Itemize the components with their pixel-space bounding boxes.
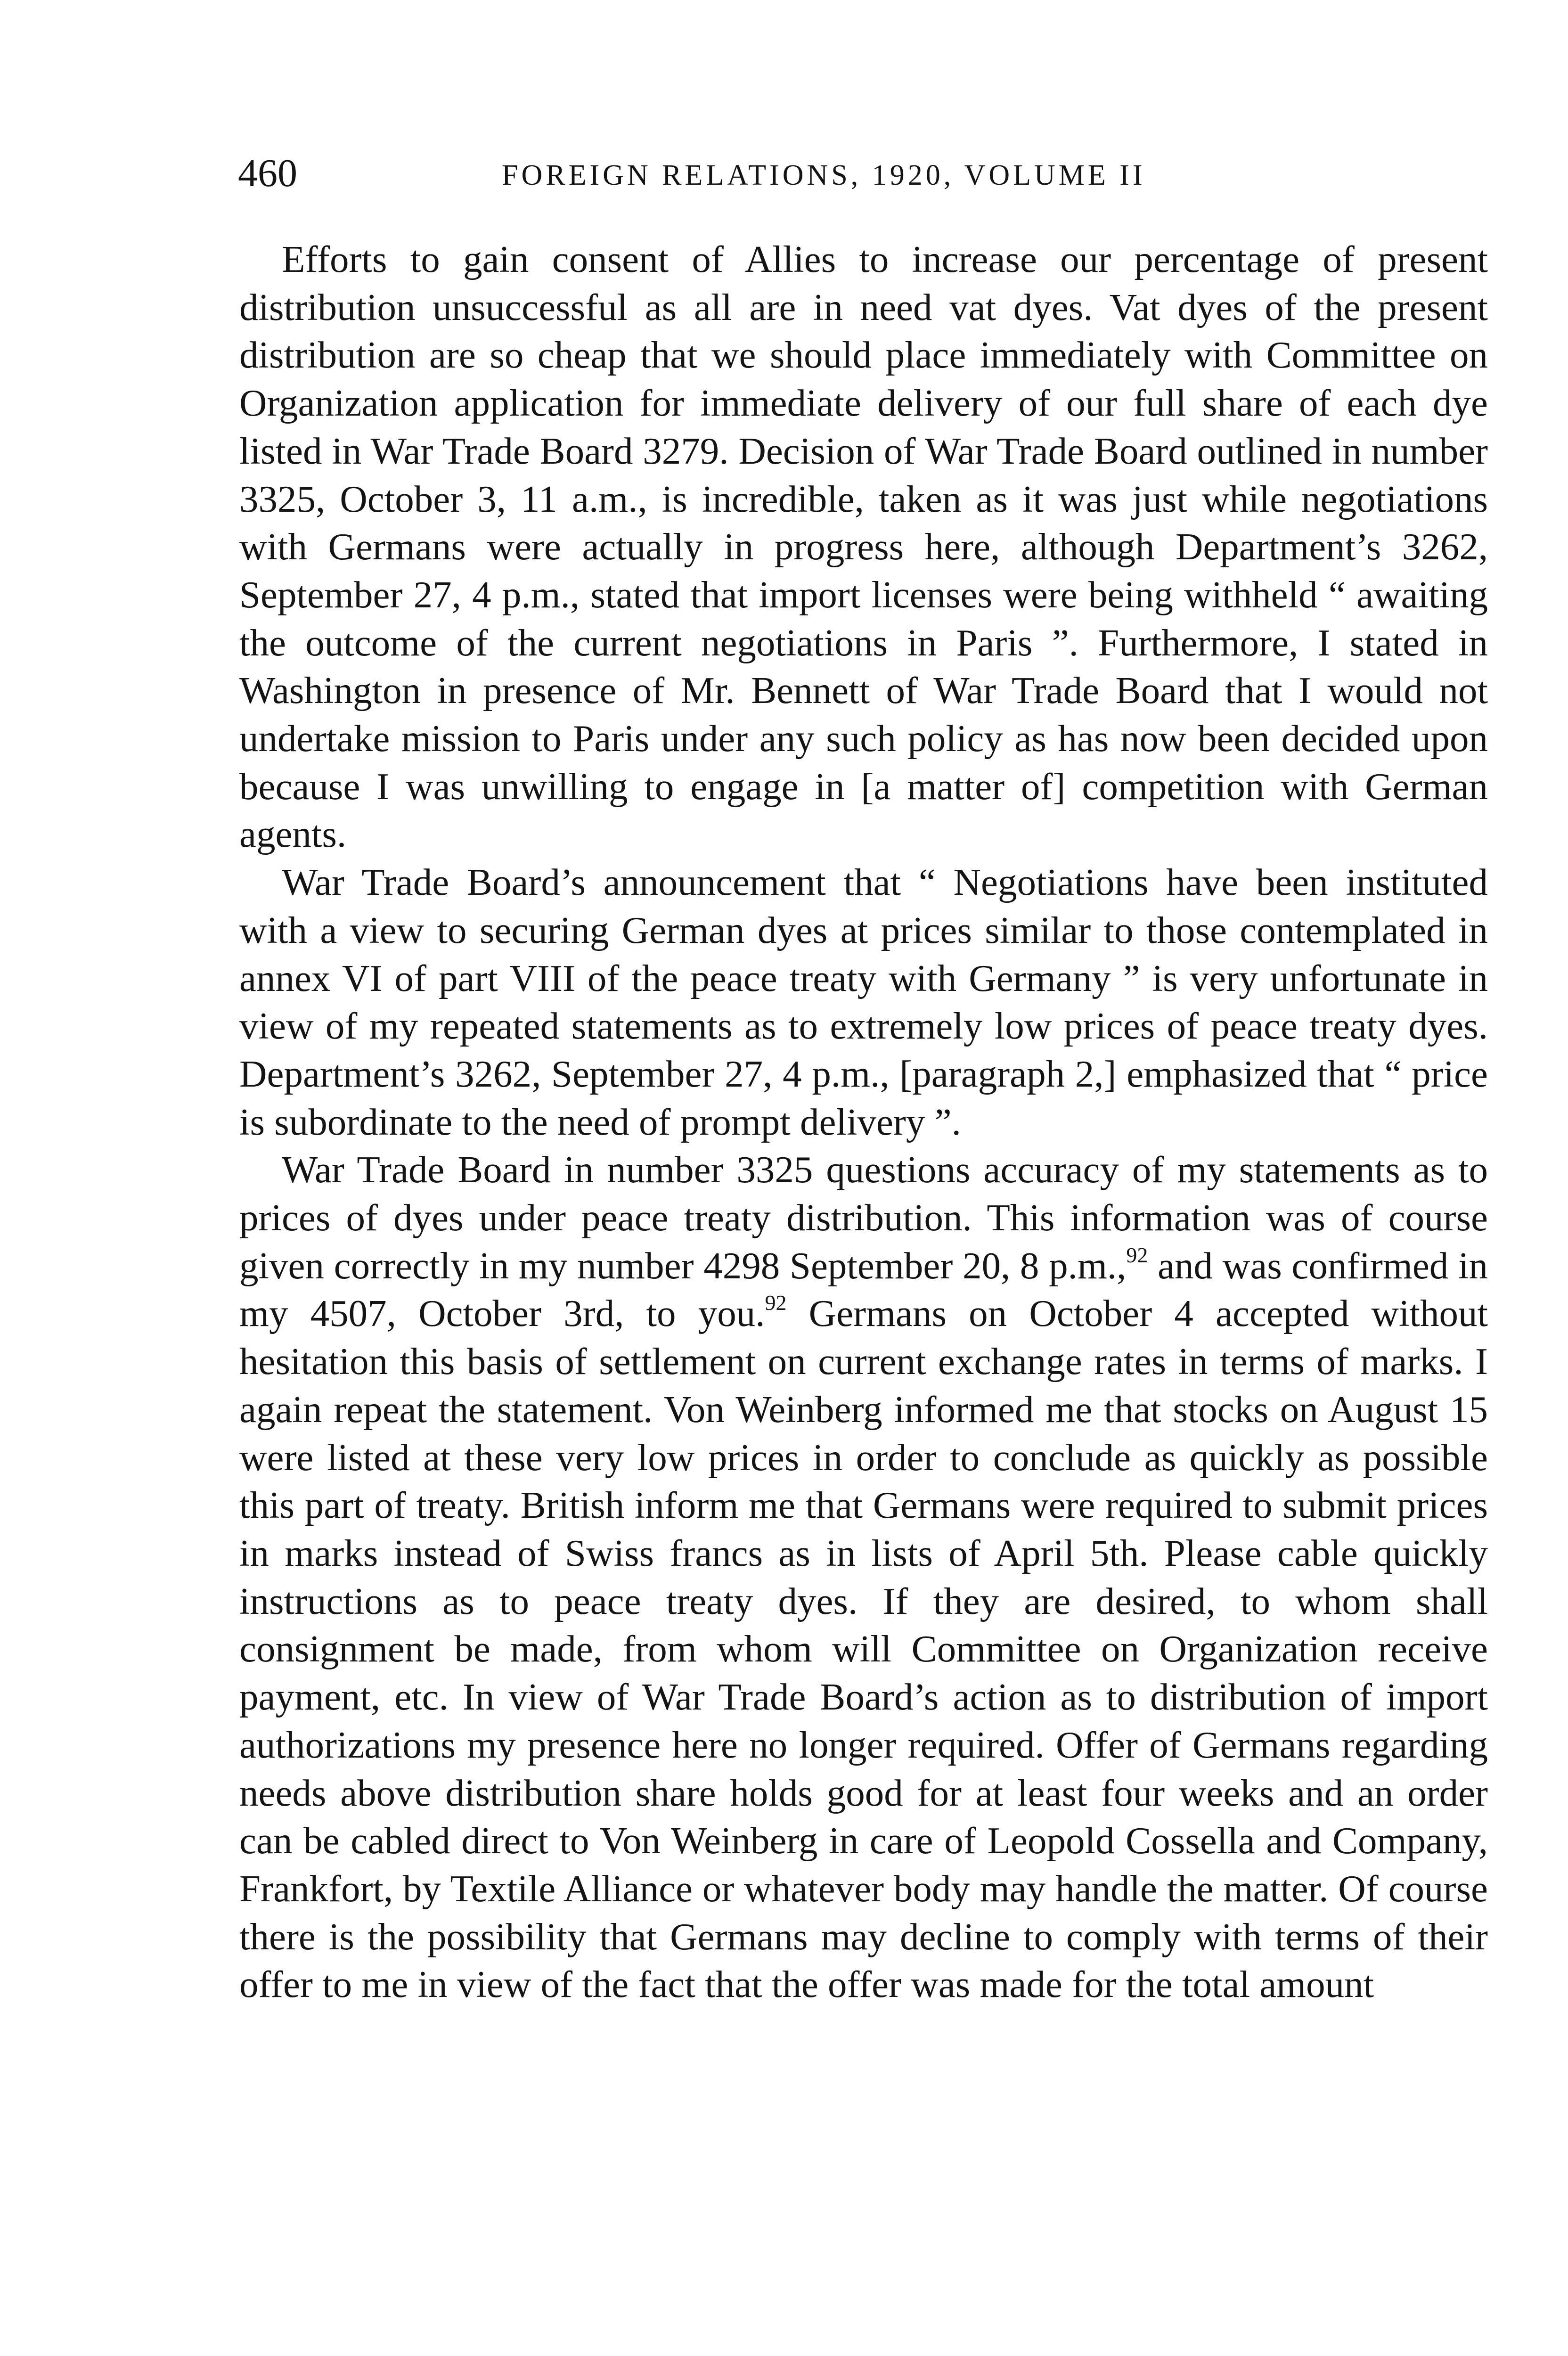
running-head xyxy=(238,150,1496,211)
page-number: 460 xyxy=(238,151,297,195)
body-text xyxy=(239,236,1488,2356)
footnote-reference: 92 xyxy=(1126,1243,1148,1267)
running-title: FOREIGN RELATIONS, 1920, VOLUME II xyxy=(502,159,1146,191)
paragraph-3-part-1: War Trade Board in number 3325 questions accuracy of my statements as to prices of dyes under peace treaty distribution. This information was of course given correctly in my number 4298 September 20, 8 p.m., xyxy=(239,1148,1488,1287)
paragraph-3-part-3: Germans on October 4 accepted without hesitation this basis of settlement on current exchange rates in terms of marks. I again repeat the statement. Von Weinberg informed me that stocks on August 15 were listed at these very low prices in order to conclude as quickly as possible this part of treaty. British inform me that Germans were required to submit prices in marks instead of Swiss francs as in lists of April 5th. Please cable quickly instructions as to peace treaty dyes. If they are desired, to whom shall consignment be made, from whom will Committee on Organization receive payment, etc. In view of War Trade Board’s action as to distribution of import authorizations my presence here no longer required. Offer of Germans regarding needs above distribution share holds good for at least four weeks and an order can be cabled direct to Von Weinberg in care of Leopold Cossella and Company, Frankfort, by Textile Alliance or whatever body may handle the matter. Of course there is the possibility that Germans may decline to comply with terms of their offer to me in view of the fact that the offer was made for the total amount xyxy=(239,1292,1488,2006)
paragraph-1: Efforts to gain consent of Allies to increase our percentage of present distribution unsuccessful as all are in need vat dyes. Vat dyes of the present distribution are so cheap that we should place immediately with Committee on Organization application for immediate delivery of our full share of each dye listed in War Trade Board 3279. Decision of War Trade Board outlined in number 3325, October 3, 11 a.m., is incredible, taken as it was just while negotiations with Germans were actually in progress here, although Department’s 3262, September 27, 4 p.m., stated that import licenses were being withheld “ awaiting the outcome of the current negotiations in Paris ”. Furthermore, I stated in Washington in presence of Mr. Bennett of War Trade Board that I would not undertake mission to Paris under any such policy as has now been decided upon because I was unwilling to engage in [a matter of] competition with German agents. xyxy=(239,238,1488,856)
paragraph-2: War Trade Board’s announcement that “ Negotiations have been instituted with a view to securing German dyes at prices similar to those contemplated in annex VI of part VIII of the peace treaty with Germany ” is very unfortunate in view of my repeated statements as to extremely low prices of peace treaty dyes. Department’s 3262, September 27, 4 p.m., [paragraph 2,] emphasized that “ price is subordinate to the need of prompt delivery ”. xyxy=(239,861,1488,1143)
paragraph-3-part-2: and was confirmed in my 4507, October 3rd, to you. xyxy=(239,1244,1488,1335)
footnote-reference: 92 xyxy=(765,1291,787,1315)
paragraph-3 xyxy=(239,1146,1488,2009)
